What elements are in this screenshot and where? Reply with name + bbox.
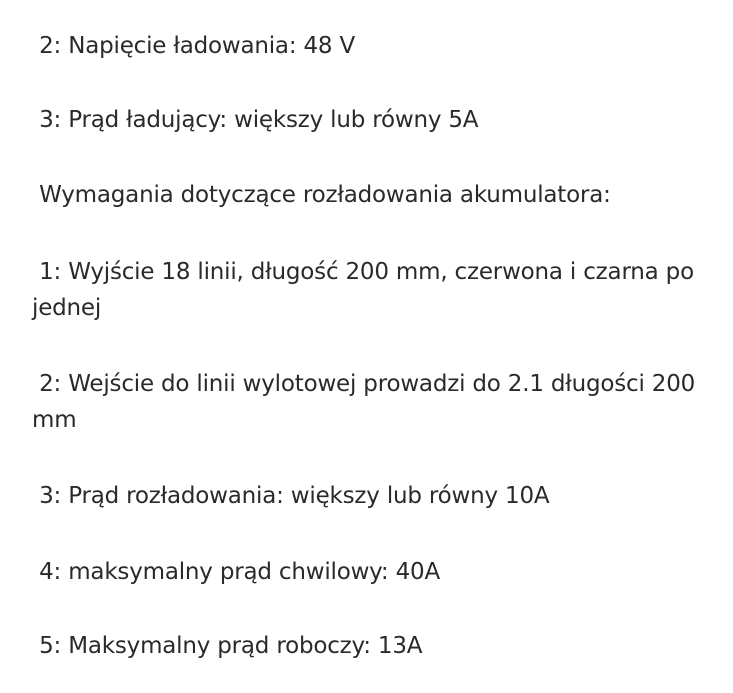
charging-voltage-text: 2: Napięcie ładowania: 48 V	[32, 33, 355, 59]
input-lead-text: 2: Wejście do linii wylotowej prowadzi do 2.1 długości 200 mm	[32, 371, 703, 433]
peak-current-text: 4: maksymalny prąd chwilowy: 40A	[32, 559, 440, 585]
output-wires-text: 1: Wyjście 18 linii, długość 200 mm, czerwona i czarna po jednej	[32, 259, 702, 321]
discharge-requirements-heading: Wymagania dotyczące rozładowania akumulatora:	[32, 182, 611, 208]
discharge-current-text: 3: Prąd rozładowania: większy lub równy 10A	[32, 483, 550, 509]
max-working-current-text: 5: Maksymalny prąd roboczy: 13A	[32, 633, 423, 659]
charging-current-text: 3: Prąd ładujący: większy lub równy 5A	[32, 107, 479, 133]
